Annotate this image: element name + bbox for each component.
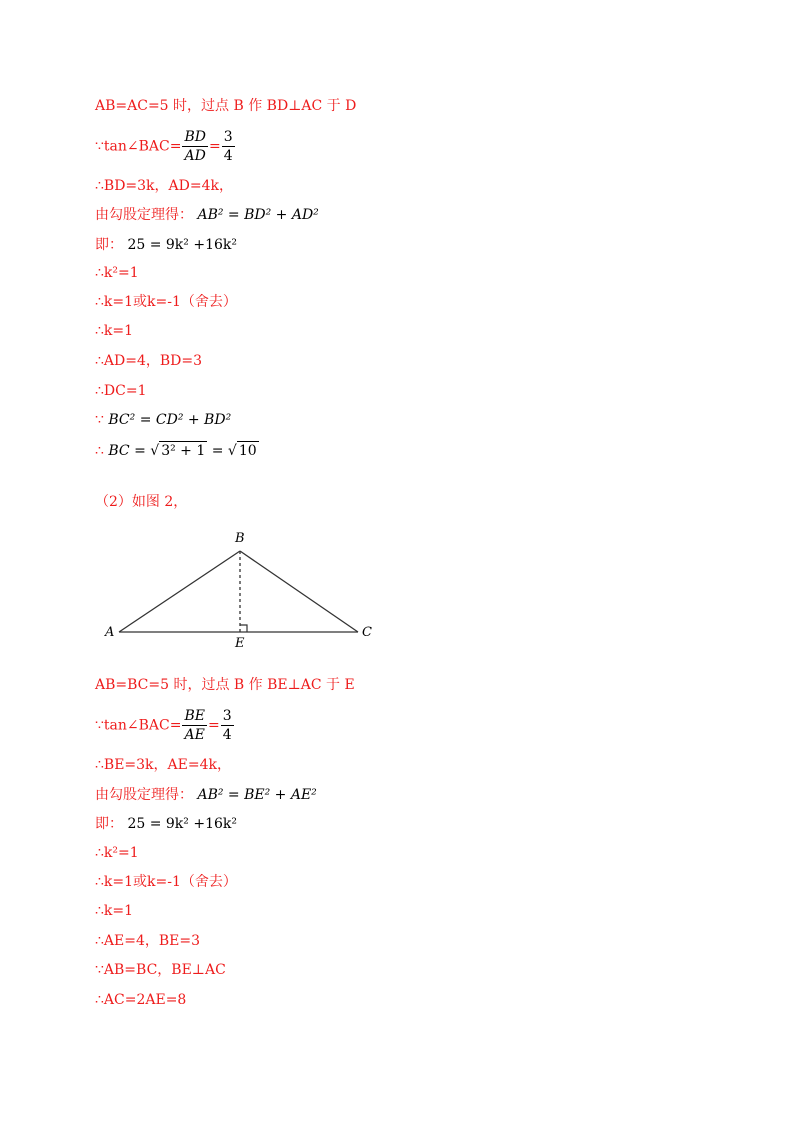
p1-line-1: AB=AC=5 时，过点 B 作 BD⊥AC 于 D (95, 98, 357, 114)
p2-line-7 (95, 872, 237, 892)
triangle-figure (95, 525, 395, 655)
p2-line-4 (95, 785, 317, 805)
p2-pythagoras-formula: AB² = BE² + AE² (197, 787, 317, 803)
p2-line-9: ∴AE=4，BE=3 (95, 933, 201, 949)
p1-bc-formula: BC² = CD² + BD² (108, 412, 232, 428)
p2-tan-fraction (182, 707, 207, 744)
p1-because: ∵ (95, 412, 104, 428)
vertex-label-c: C (362, 625, 372, 640)
p1-value-fraction (222, 128, 235, 165)
foot-label-e: E (235, 636, 245, 651)
p1-pythagoras-formula: AB² = BD² + AD² (197, 207, 319, 223)
p1-equation: 25 = 9k² +16k² (127, 237, 237, 253)
p1-line-4 (95, 205, 319, 225)
p2-line-3: ∴BE=3k，AE=4k， (95, 757, 231, 773)
p1-eq-2: = (207, 443, 228, 459)
p1-radicand-1: 3² + 1 (161, 443, 206, 459)
p1-line-7 (95, 292, 237, 312)
p1-sqrt-1 (150, 441, 207, 461)
p1-radicand-2: 10 (238, 443, 257, 459)
p1-pythagoras-label: 由勾股定理得： (95, 207, 193, 223)
p1-tan-prefix: ∵tan∠BAC= (95, 138, 182, 155)
p1-line-11 (95, 410, 231, 430)
p2-line-8: ∴k=1 (95, 903, 134, 919)
p1-k-pos: ∴k=1 (95, 294, 134, 310)
p1-line-12 (95, 441, 259, 461)
p1-line-8: ∴k=1 (95, 323, 134, 339)
p1-line-6: ∴k²=1 (95, 265, 139, 281)
p1-tan-fraction (182, 128, 208, 165)
p1-namely-label: 即： (95, 237, 123, 253)
p2-line-1: AB=BC=5 时，过点 B 作 BE⊥AC 于 E (95, 677, 355, 693)
p2-or: 或 (133, 874, 148, 890)
p1-line-tan (95, 128, 236, 165)
p2-equation: 25 = 9k² +16k² (127, 816, 237, 832)
radical-sign-icon: √ (150, 443, 160, 459)
vertex-label-a: A (105, 625, 115, 640)
p2-k-neg: k=-1（舍去） (147, 874, 237, 890)
p2-namely-label: 即： (95, 816, 123, 832)
p2-equals: = (207, 717, 220, 734)
p1-frac-numerator: BD (184, 129, 206, 145)
p2-line-11: ∴AC=2AE=8 (95, 992, 187, 1008)
p2-line-tan (95, 707, 235, 744)
p2-line-10: ∵AB=BC，BE⊥AC (95, 962, 226, 978)
p1-therefore: ∴ (95, 443, 104, 459)
p1-equals: = (208, 138, 221, 155)
p2-line-5 (95, 814, 237, 834)
p2-value-denominator: 4 (222, 727, 232, 743)
vertex-label-b: B (235, 531, 245, 546)
p1-sqrt-2 (228, 441, 259, 461)
p2-k-pos: ∴k=1 (95, 874, 134, 890)
p1-line-10: ∴DC=1 (95, 383, 147, 399)
p1-bc-label: BC = (108, 443, 151, 459)
p1-line-9: ∴AD=4，BD=3 (95, 353, 203, 369)
p2-pythagoras-label: 由勾股定理得： (95, 787, 193, 803)
p2-frac-denominator: AE (184, 727, 205, 743)
p2-tan-prefix: ∵tan∠BAC= (95, 717, 182, 734)
p1-line-3: ∴BD=3k，AD=4k， (95, 178, 233, 194)
p1-line-5 (95, 235, 237, 255)
part2-heading: （2）如图 2， (95, 494, 188, 510)
p1-k-neg: k=-1（舍去） (147, 294, 237, 310)
p2-frac-numerator: BE (184, 708, 205, 724)
p1-value-numerator: 3 (223, 129, 233, 145)
p2-line-6: ∴k²=1 (95, 845, 139, 861)
side-bc (240, 551, 358, 632)
right-angle-marker (240, 625, 247, 632)
p1-or: 或 (133, 294, 148, 310)
p1-frac-denominator: AD (184, 148, 206, 164)
side-ab (119, 551, 240, 632)
radical-sign-icon: √ (227, 443, 237, 459)
p2-value-numerator: 3 (222, 708, 232, 724)
p2-value-fraction (221, 707, 234, 744)
p1-value-denominator: 4 (223, 148, 233, 164)
